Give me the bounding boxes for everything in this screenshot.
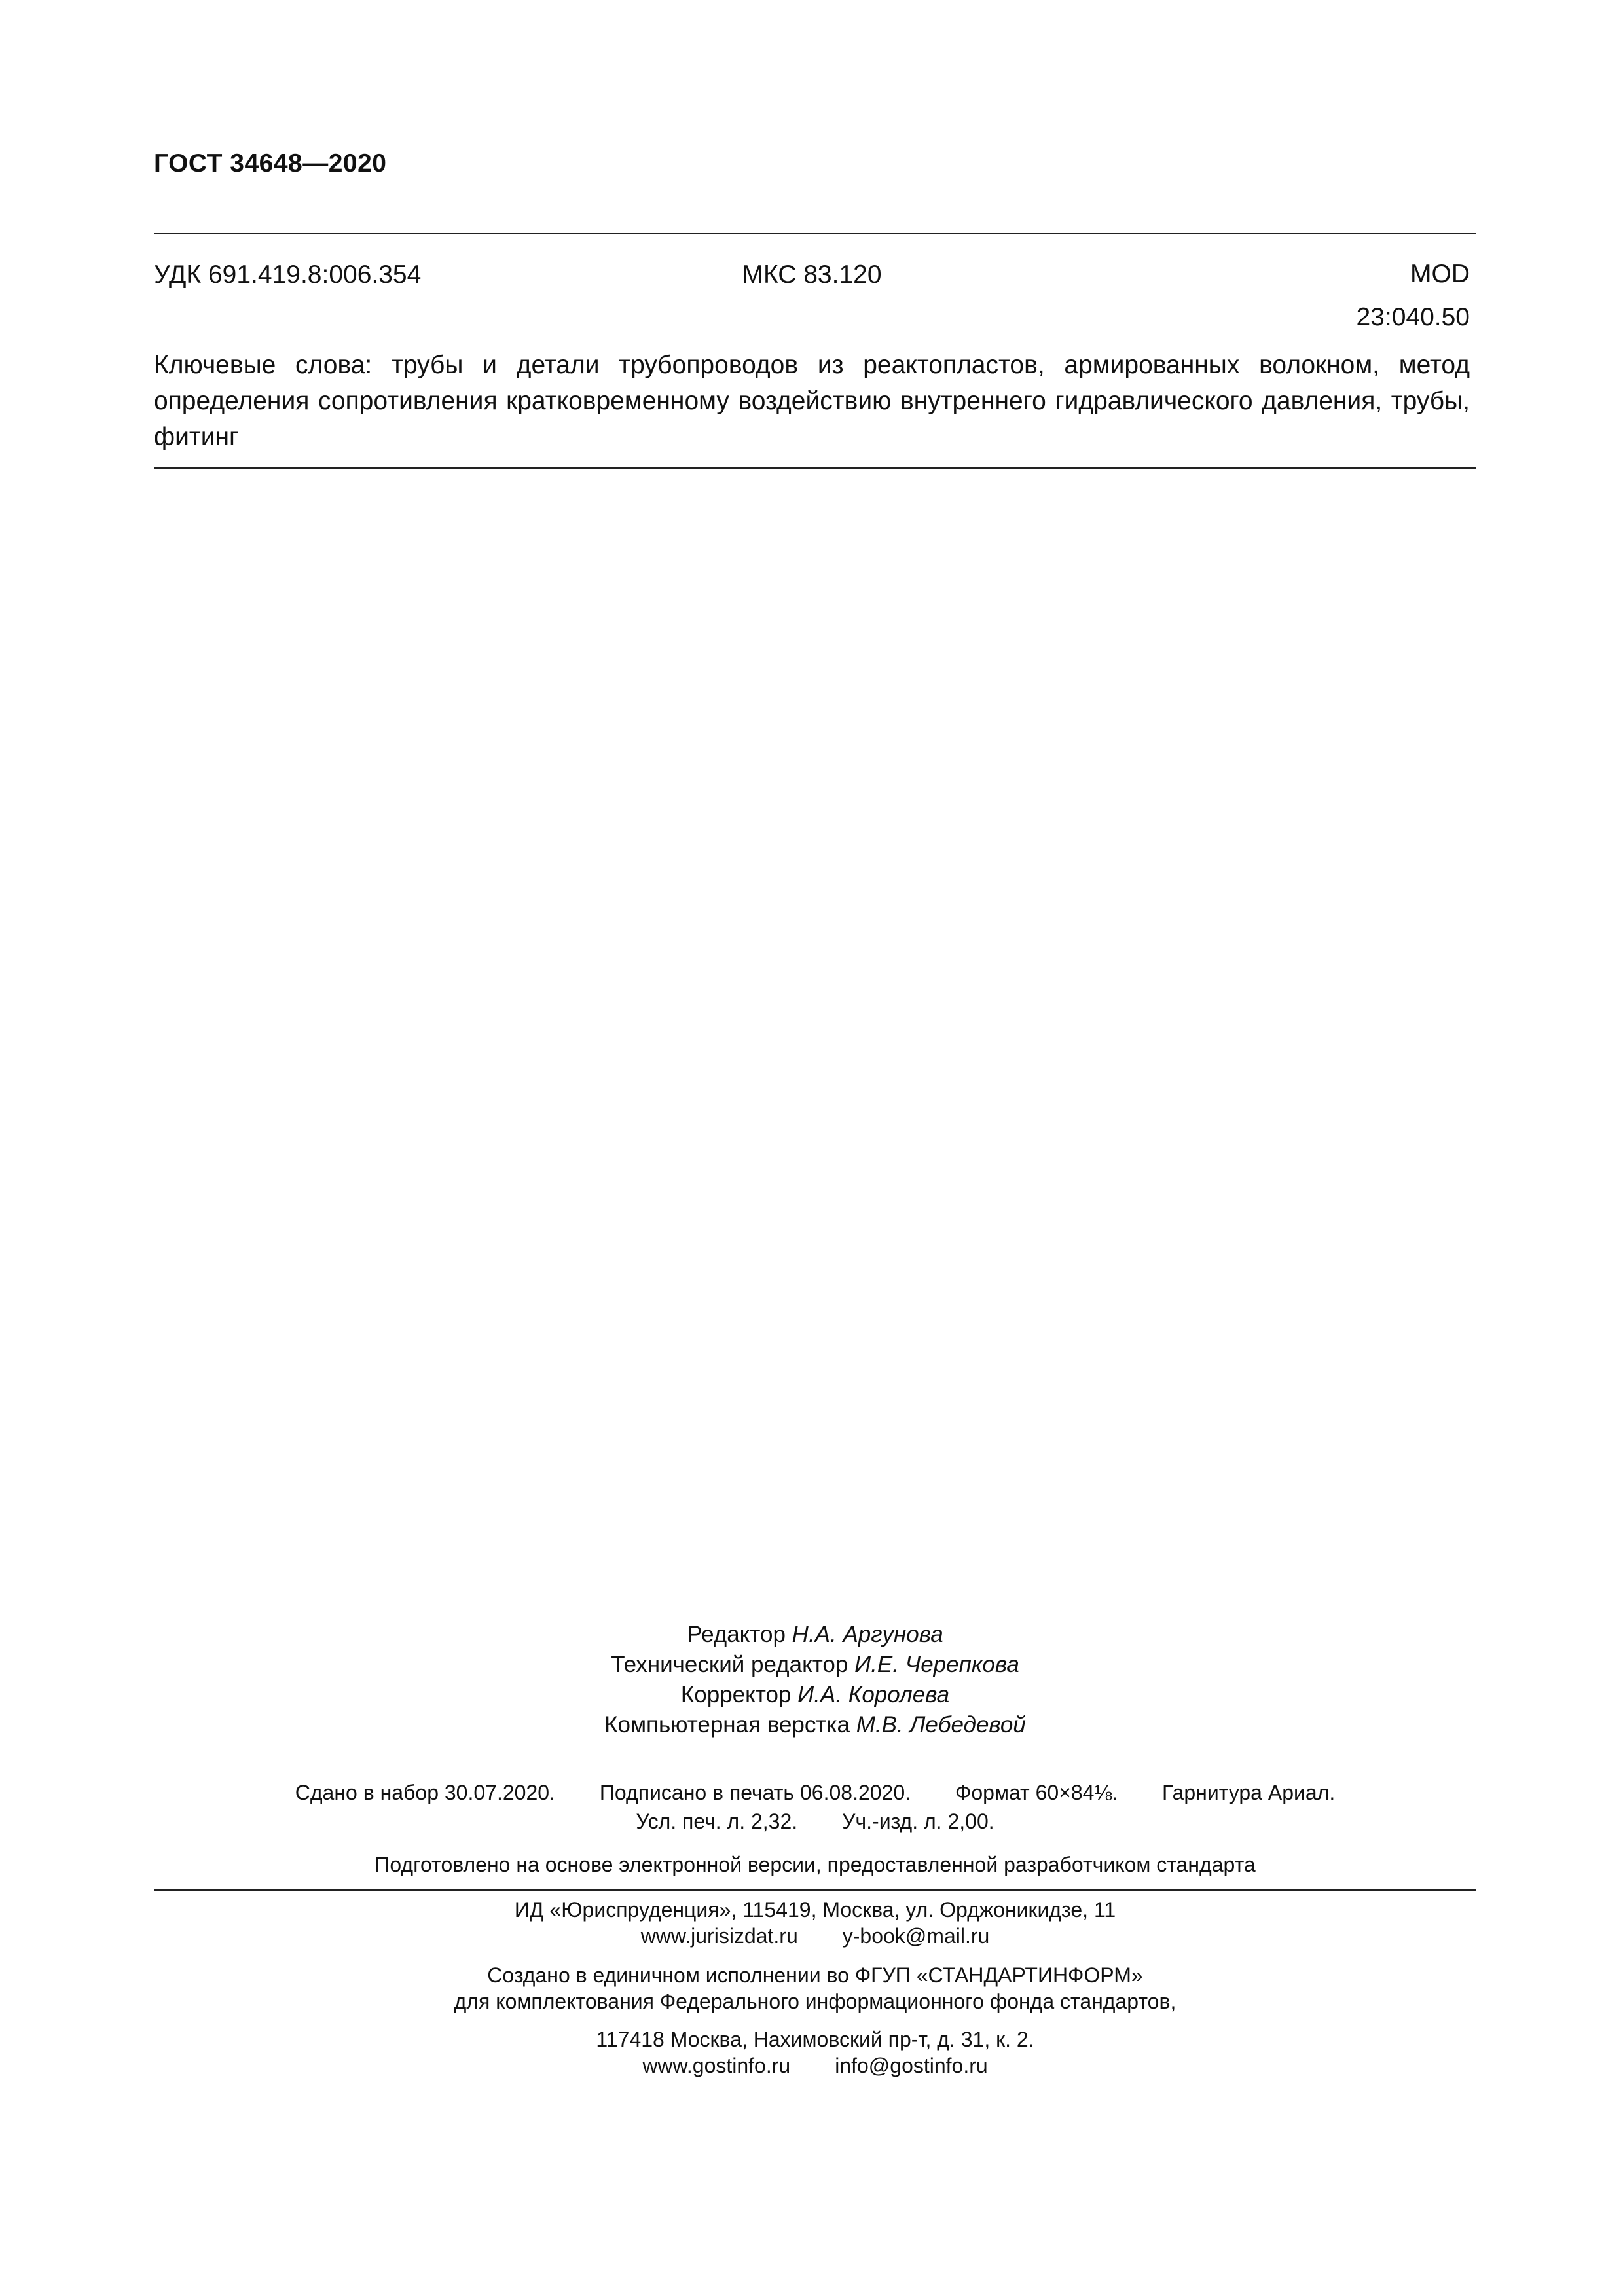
bottom-divider: [154, 1889, 1476, 1891]
tech-editor-role: Технический редактор: [611, 1652, 848, 1677]
keywords-paragraph: Ключевые слова: трубы и детали трубопроводов из реактопластов, армированных волокном, метод определения сопротивления кратковременному воздействию внутреннего гидравлического давления, трубы, фитинг: [154, 351, 1470, 451]
publisher-block: [154, 1897, 1476, 1949]
publishing-sheets: Уч.-изд. л. 2,00.: [842, 1810, 994, 1833]
editor-role: Редактор: [687, 1622, 786, 1647]
layout-name: М.В. Лебедевой: [856, 1712, 1026, 1738]
created-note: [154, 1962, 1476, 2014]
standartinform-email: info@gostinfo.ru: [835, 2054, 988, 2077]
corrector-name: И.А. Королева: [797, 1682, 950, 1707]
classification-row: [154, 260, 1470, 331]
publisher-address: ИД «Юриспруденция», 115419, Москва, ул. Орджоникидзе, 11: [514, 1898, 1116, 1922]
credit-tech-editor: [154, 1650, 1476, 1680]
top-divider: [154, 233, 1476, 234]
print-info-block: [154, 1778, 1476, 1836]
prepared-note: Подготовлено на основе электронной версии, предоставленной разработчиком стандарта: [374, 1853, 1256, 1876]
publisher-website: www.jurisizdat.ru: [640, 1924, 798, 1948]
mks-right-block: [1356, 253, 1470, 339]
editor-name: Н.А. Аргунова: [792, 1622, 943, 1647]
credit-corrector: [154, 1680, 1476, 1710]
credit-editor: [154, 1620, 1476, 1650]
credits-block: [154, 1620, 1476, 1740]
created-line2: для комплектования Федерального информационного фонда стандартов,: [454, 1990, 1176, 2013]
publisher-email: y-book@mail.ru: [842, 1924, 990, 1948]
print-sheets: Усл. печ. л. 2,32.: [636, 1810, 798, 1833]
credit-layout: [154, 1710, 1476, 1740]
standard-code-header: ГОСТ 34648—2020: [154, 149, 387, 177]
standartinform-block: [154, 2026, 1476, 2079]
mks-extra-code: 23:040.50: [1356, 303, 1470, 331]
layout-role: Компьютерная верстка: [604, 1712, 850, 1738]
udk-code: УДК 691.419.8:006.354: [154, 261, 422, 289]
mod-label: MOD: [1410, 260, 1470, 288]
mks-code: МКС 83.120: [742, 261, 882, 289]
tech-editor-name: И.Е. Черепкова: [854, 1652, 1019, 1677]
created-line1: Создано в единичном исполнении во ФГУП «СТАНДАРТИНФОРМ»: [487, 1963, 1143, 1987]
standartinform-address: 117418 Москва, Нахимовский пр-т, д. 31, к. 2.: [596, 2028, 1034, 2051]
corrector-role: Корректор: [680, 1682, 792, 1707]
typeface: Гарнитура Ариал.: [1162, 1781, 1336, 1804]
publisher-contacts: [154, 1923, 1476, 1949]
submitted-date: Сдано в набор 30.07.2020.: [295, 1781, 555, 1804]
middle-divider: [154, 467, 1476, 469]
print-info-line2: [154, 1807, 1476, 1836]
standartinform-contacts: [154, 2052, 1476, 2079]
standartinform-website: www.gostinfo.ru: [642, 2054, 791, 2077]
signed-date: Подписано в печать 06.08.2020.: [599, 1781, 911, 1804]
paper-format: Формат 60×84⅛.: [955, 1781, 1118, 1804]
print-info-line1: [154, 1778, 1476, 1807]
